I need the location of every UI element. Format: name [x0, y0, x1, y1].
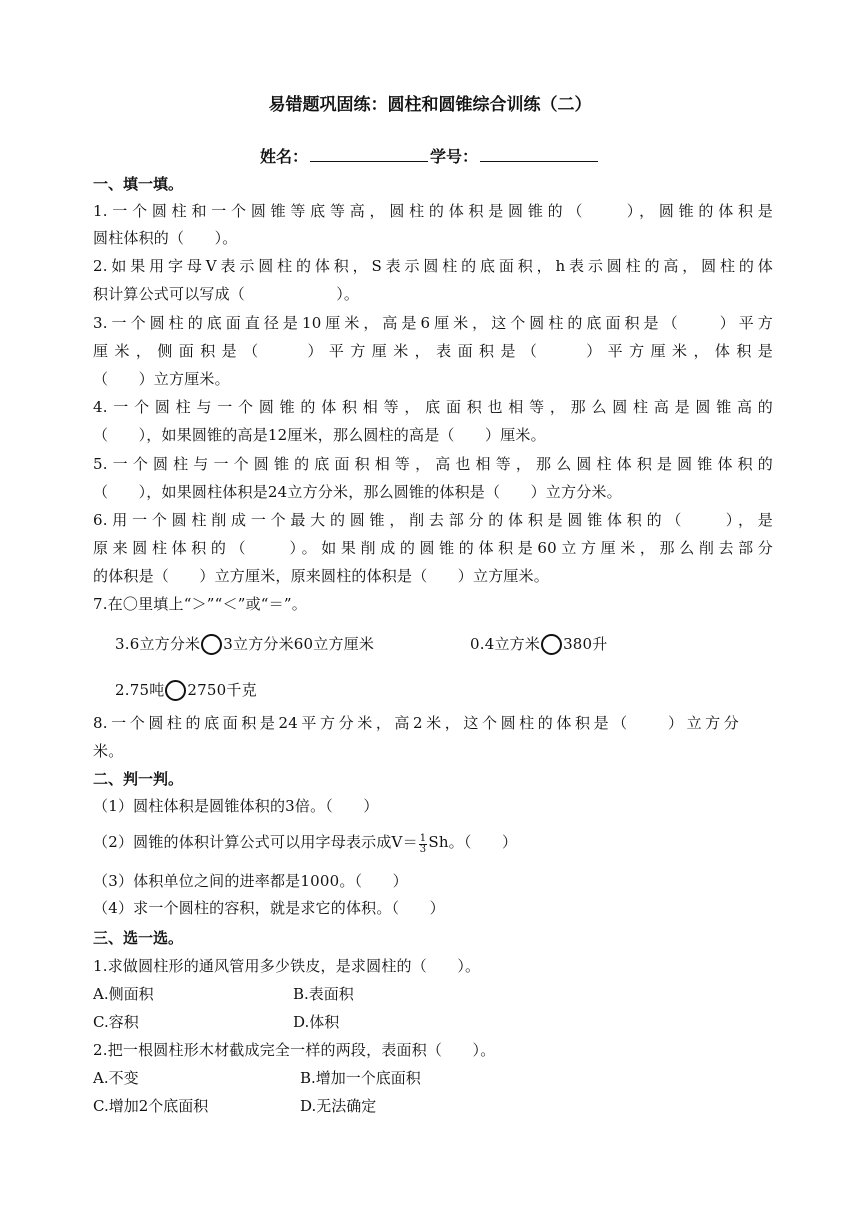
- judge-item-1: （1）圆柱体积是圆锥体积的3倍。（ ）: [93, 797, 379, 815]
- fill-q6-line3: 的体积是（ ）立方厘米，原来圆柱的体积是（ ）立方厘米。: [93, 567, 550, 585]
- number-label: 学号：: [430, 147, 479, 166]
- choose-q1: 1.求做圆柱形的通风管用多少铁皮，是求圆柱的（ ）。: [93, 957, 481, 975]
- name-blank[interactable]: [310, 147, 428, 162]
- compare-2-right: 380升: [563, 635, 608, 653]
- fill-q6-line2: 原来圆柱体积的（ ）。如果削成的圆锥的体积是60立方厘米，那么削去部分: [93, 539, 773, 557]
- section-heading-fill: 一、填一填。: [93, 175, 184, 193]
- compare-1-left: 3.6立方分米: [115, 635, 201, 653]
- judge-2-text: （2）圆锥的体积计算公式可以用字母表示成V＝: [93, 833, 418, 851]
- choose-q1-option-a[interactable]: A.侧面积: [93, 985, 154, 1003]
- fill-q1-line1: 1.一个圆柱和一个圆锥等底等高，圆柱的体积是圆锥的（ ），圆锥的体积是: [93, 202, 773, 220]
- judge-2-tail: Sh。（ ）: [428, 833, 518, 851]
- fill-q5-line1: 5.一个圆柱与一个圆锥的底面积相等，高也相等，那么圆柱体积是圆锥体积的: [93, 455, 773, 473]
- page-title: 易错题巩固练：圆柱和圆锥综合训练（二）: [268, 95, 592, 115]
- compare-row-3: [115, 680, 257, 701]
- fill-q2-line1: 2.如果用字母V表示圆柱的体积，S表示圆柱的底面积，h表示圆柱的高，圆柱的体: [93, 257, 773, 275]
- fill-q4-line1: 4.一个圆柱与一个圆锥的体积相等，底面积也相等，那么圆柱高是圆锥高的: [93, 398, 773, 416]
- compare-1-right: 3立方分米60立方厘米: [223, 635, 375, 653]
- choose-q2: 2.把一根圆柱形木材截成完全一样的两段，表面积（ ）。: [93, 1041, 496, 1059]
- compare-1-circle[interactable]: [201, 634, 222, 655]
- choose-q2-option-d[interactable]: D.无法确定: [300, 1097, 377, 1115]
- fraction-numerator: 1: [419, 833, 427, 844]
- judge-item-4: （4）求一个圆柱的容积，就是求它的体积。（ ）: [93, 899, 445, 917]
- compare-3-left: 2.75吨: [115, 681, 165, 699]
- fill-q8-line2: 米。: [93, 742, 124, 760]
- choose-q1-option-d[interactable]: D.体积: [293, 1013, 340, 1031]
- section-heading-choose: 三、选一选。: [93, 929, 184, 947]
- judge-item-2: [93, 832, 773, 855]
- choose-q1-option-b[interactable]: B.表面积: [293, 985, 354, 1003]
- fill-q2-line2: 积计算公式可以写成（ ）。: [93, 285, 360, 303]
- fill-q3-line1: 3.一个圆柱的底面直径是10厘米，高是6厘米，这个圆柱的底面积是（ ）平方: [93, 314, 773, 332]
- fraction-denominator: 3: [419, 844, 427, 855]
- compare-2-left: 0.4立方米: [470, 635, 541, 653]
- fill-q3-line3: （ ）立方厘米。: [93, 370, 230, 388]
- fill-q5-line2: （ ），如果圆柱体积是24立方分米，那么圆锥的体积是（ ）立方分米。: [93, 483, 622, 501]
- compare-2-circle[interactable]: [541, 634, 562, 655]
- fill-q4-line2: （ ），如果圆锥的高是12厘米，那么圆柱的高是（ ）厘米。: [93, 426, 546, 444]
- choose-q1-option-c[interactable]: C.容积: [93, 1013, 139, 1031]
- name-label: 姓名：: [259, 147, 308, 166]
- compare-3-circle[interactable]: [165, 680, 186, 701]
- section-heading-judge: 二、判一判。: [93, 770, 184, 788]
- fill-q8-line1: 8.一个圆柱的底面积是24平方分米，高2米，这个圆柱的体积是（ ）立方分: [93, 714, 739, 732]
- compare-3-right: 2750千克: [187, 681, 257, 699]
- student-info-line: [0, 144, 860, 167]
- fill-q6-line1: 6.用一个圆柱削成一个最大的圆锥，削去部分的体积是圆锥体积的（ ），是: [93, 511, 773, 529]
- judge-item-3: （3）体积单位之间的进率都是1000。（ ）: [93, 872, 408, 890]
- fill-q3-line2: 厘米，侧面积是（ ）平方厘米，表面积是（ ）平方厘米，体积是: [93, 342, 773, 360]
- choose-q2-option-c[interactable]: C.增加2个底面积: [93, 1097, 209, 1115]
- fill-q7-instruction: 7.在〇里填上“＞”“＜”或“＝”。: [93, 595, 307, 613]
- compare-row-1: [115, 634, 374, 655]
- choose-q2-option-b[interactable]: B.增加一个底面积: [300, 1069, 421, 1087]
- choose-q2-option-a[interactable]: A.不变: [93, 1069, 139, 1087]
- number-blank[interactable]: [480, 147, 598, 162]
- one-third-fraction: [419, 834, 428, 855]
- fill-q1-line2: 圆柱体积的（ ）。: [93, 229, 238, 247]
- compare-row-2: [470, 634, 608, 655]
